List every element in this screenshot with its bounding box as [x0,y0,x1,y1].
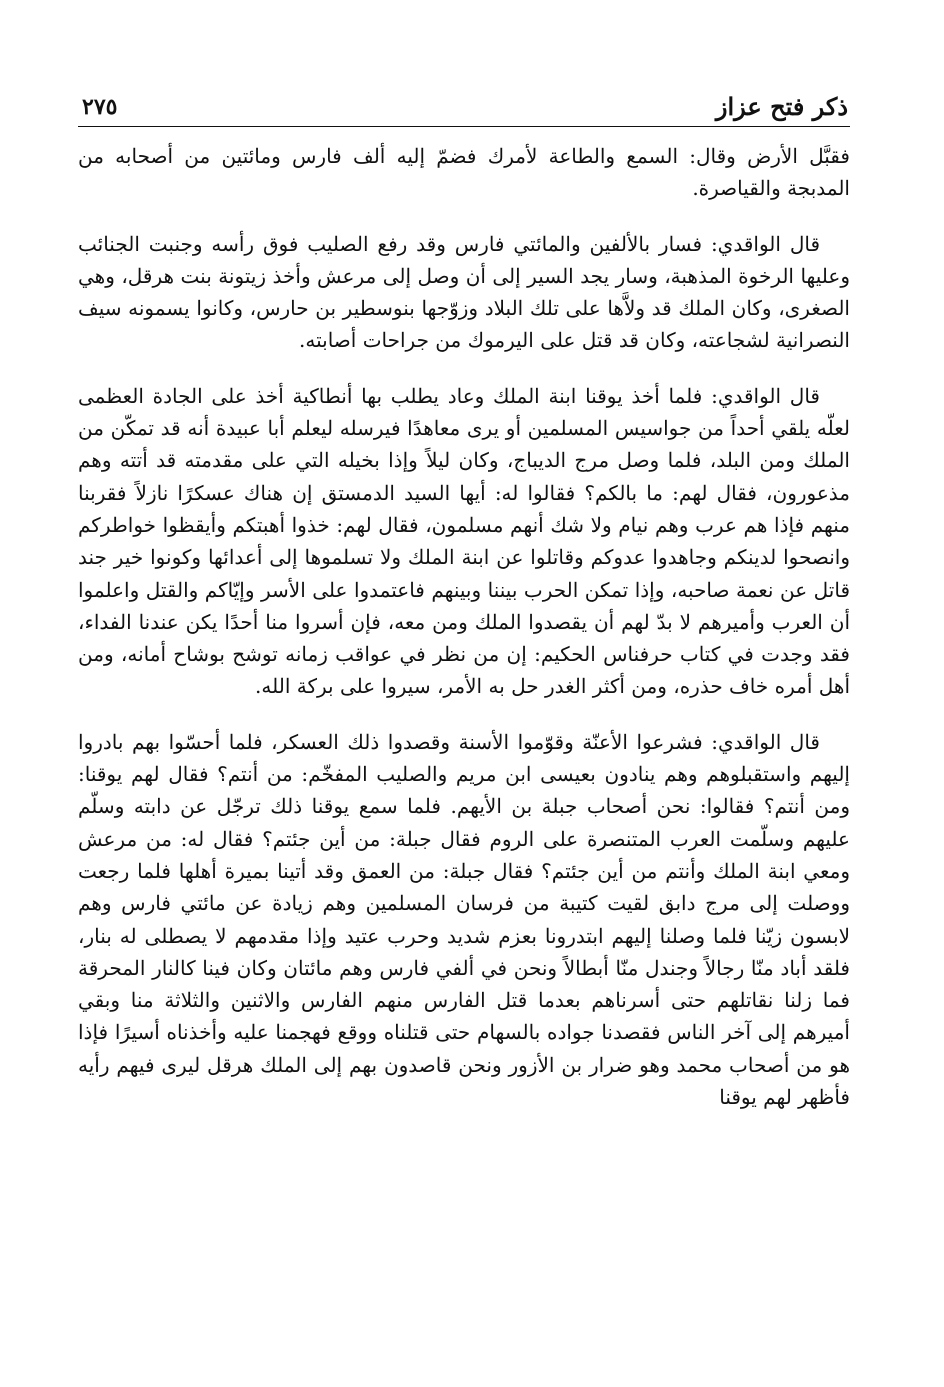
chapter-title: ذكر فتح عزاز [715,92,848,121]
paragraph: قال الواقدي: فسار بالألفين والمائتي فارس وقد رفع الصليب فوق رأسه وجنبت الجنائب وعليها الرخوة المذهبة، وسار يجد السير إلى أن وصل إلى مرعش وأخذ زيتونة بنت هرقل، وهي الصغرى، وكان الملك قد ولاَّها على تلك البلاد وزوّجها بنوسطير بن حارس، وكانوا يسمونه سيف النصرانية لشجاعته، وكان قد قتل على اليرموك من جراحات أصابته. [78,231,851,353]
paragraph: قال الواقدي: فلما أخذ يوقنا ابنة الملك وعاد يطلب بها أنطاكية أخذ على الجادة العظمى لعلّه يلقي أحداً من جواسيس المسلمين أو يرى معاهدًا فيرسله ليعلم أبا عبيدة أنه قد تمكّن من الملك ومن البلد، فلما وصل مرج الديباج، وكان ليلاً وإذا بخيله التي على مقدمته قد أتته وهم مذعورون، فقال لهم: ما بالكم؟ فقالوا له: أيها السيد الدمستق إن هناك عسكرًا نازلاً فقربنا منهم فإذا هم عرب وهم نيام ولا شك أنهم مسلمون، فقال لهم: خذوا أهبتكم وأيقظوا خواطركم وانصحوا لدينكم وجاهدوا عدوكم وقاتلوا عن ابنة الملك ولا تسلموها إلى أعدائها وكونوا خير جند قاتل عن نعمة صاحبه، وإذا تمكن الحرب بيننا وبينهم فاعتمدوا على الأسر وإيّاكم والقتل واعلموا أن العرب وأميرهم لا بدّ لهم أن يقصدوا الملك ومن معه، فإن أسروا منا أحدًا يكن عندنا الفداء، فقد وجدت في كتاب حرفناس الحكيم: إن من نظر في عواقب زمانه توشح بوشاح أمانه، ومن أهل أمره خاف حذره، ومن أكثر الغدر حل به الأمر، سيروا على بركة الله. [78,383,851,699]
page-number: ٢٧٥ [82,94,118,120]
book-page [78,0,850,1387]
paragraph: فقبَّل الأرض وقال: السمع والطاعة لأمرك فضمّ إليه ألف فارس ومائتين من أصحابه من المدبجة والقياصرة. [78,144,850,201]
running-header [78,92,850,127]
paragraph: قال الواقدي: فشرعوا الأعنّة وقوّموا الأسنة وقصدوا ذلك العسكر، فلما أحسّوا بهم بادروا إليهم واستقبلوهم وهم ينادون بعيسى ابن مريم والصليب المفخّم: من أنتم؟ فقال لهم يوقنا: ومن أنتم؟ فقالوا: نحن أصحاب جبلة بن الأيهم. فلما سمع يوقنا ذلك ترجّل عن دابته وسلّم عليهم وسلّمت العرب المتنصرة على الروم فقال جبلة: من أين جئتم؟ فقال له: من مرعش ومعي ابنة الملك وأنتم من أين جئتم؟ فقال جبلة: من العمق وقد أتينا بميرة أهلها فلما رجعت ووصلت إلى مرج دابق لقيت كتيبة من فرسان المسلمين وهم زيادة عن مائتي فارس وهم لابسون زيّنا فلما وصلنا إليهم ابتدرونا بعزم شديد وحرب عتيد وإذا مقدمهم لا يصطلى له بنار، فلقد أباد منّا رجالاً وجندل منّا أبطالاً ونحن في ألفي فارس وهم مائتان وكان فينا كالنار المحرقة فما زلنا نقاتلهم حتى أسرناهم بعدما قتل الفارس منهم الفارس والاثنين والثلاثة منا وبقي أميرهم إلى آخر الناس فقصدنا جواده بالسهام حتى قتلناه ووقع فهجمنا عليه وأخذناه أسيرًا فإذا هو من أصحاب محمد وهو ضرار بن الأزور ونحن قاصدون بهم إلى الملك هرقل ليرى فيهم رأيه فأظهر لهم يوقنا [78,729,850,1110]
page-body [78,140,850,1113]
